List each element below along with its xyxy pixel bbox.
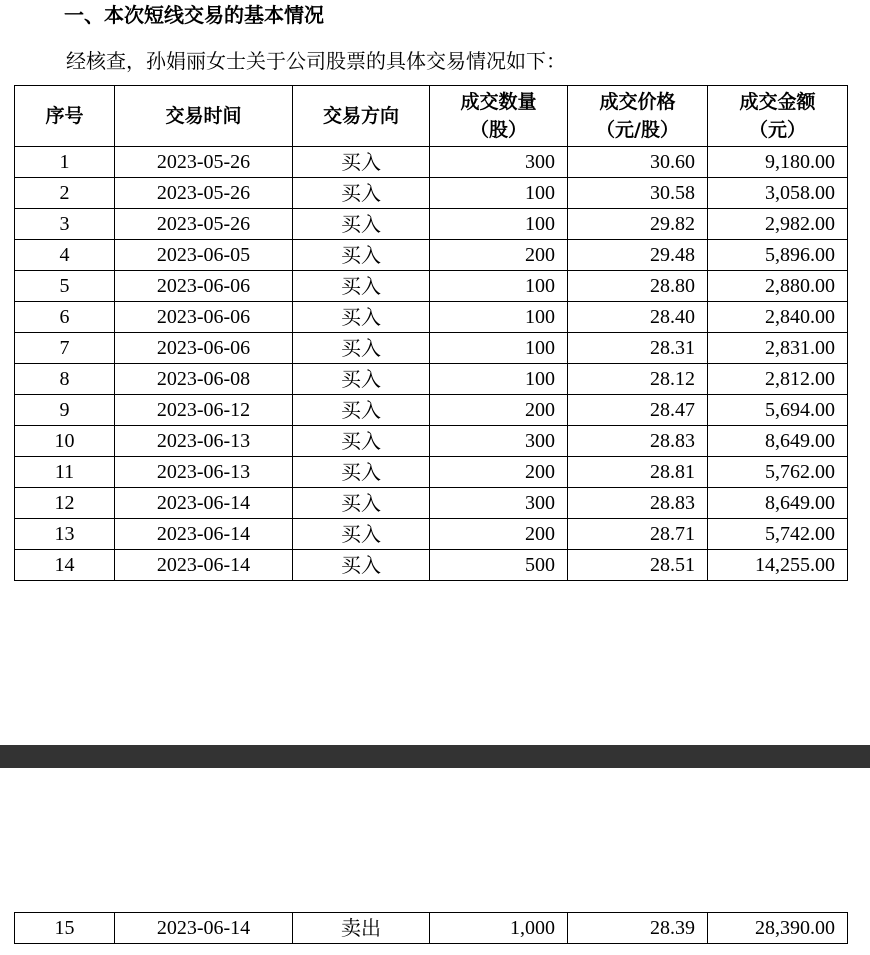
cell-date: 2023-06-08 [115, 364, 293, 395]
header-seq: 序号 [15, 86, 115, 147]
cell-direction: 买入 [293, 240, 430, 271]
cell-date: 2023-06-14 [115, 550, 293, 581]
cell-amount: 5,742.00 [708, 519, 848, 550]
cell-quantity: 200 [430, 395, 568, 426]
cell-amount: 8,649.00 [708, 488, 848, 519]
cell-price: 28.80 [568, 271, 708, 302]
cell-quantity: 200 [430, 519, 568, 550]
cell-price: 28.31 [568, 333, 708, 364]
cell-quantity: 200 [430, 457, 568, 488]
cell-amount: 5,762.00 [708, 457, 848, 488]
table-row [15, 240, 848, 271]
cell-price: 29.48 [568, 240, 708, 271]
cell-price: 28.81 [568, 457, 708, 488]
cell-seq: 10 [15, 426, 115, 457]
cell-direction: 买入 [293, 426, 430, 457]
cell-amount: 3,058.00 [708, 178, 848, 209]
cell-direction: 买入 [293, 178, 430, 209]
cell-quantity: 100 [430, 178, 568, 209]
table-row [15, 488, 848, 519]
table-row [15, 426, 848, 457]
cell-date: 2023-06-13 [115, 426, 293, 457]
cell-quantity: 100 [430, 271, 568, 302]
cell-price: 30.60 [568, 147, 708, 178]
page-break-band [0, 745, 870, 768]
cell-seq: 6 [15, 302, 115, 333]
table-row [15, 271, 848, 302]
cell-amount: 2,840.00 [708, 302, 848, 333]
cell-direction: 买入 [293, 395, 430, 426]
cell-direction: 买入 [293, 302, 430, 333]
cell-direction: 买入 [293, 333, 430, 364]
trade-table-continued [14, 912, 848, 944]
cell-direction: 买入 [293, 209, 430, 240]
cell-amount: 2,831.00 [708, 333, 848, 364]
cell-amount: 28,390.00 [708, 913, 848, 944]
table-header-row [15, 86, 848, 147]
cell-seq: 9 [15, 395, 115, 426]
cell-price: 28.71 [568, 519, 708, 550]
cell-seq: 8 [15, 364, 115, 395]
cell-date: 2023-06-05 [115, 240, 293, 271]
cell-amount: 8,649.00 [708, 426, 848, 457]
cell-price: 28.40 [568, 302, 708, 333]
cell-quantity: 100 [430, 209, 568, 240]
cell-seq: 2 [15, 178, 115, 209]
cell-date: 2023-06-12 [115, 395, 293, 426]
cell-amount: 5,896.00 [708, 240, 848, 271]
cell-direction: 买入 [293, 550, 430, 581]
cell-amount: 2,812.00 [708, 364, 848, 395]
table-row [15, 147, 848, 178]
cell-date: 2023-06-06 [115, 302, 293, 333]
cell-price: 28.39 [568, 913, 708, 944]
cell-price: 29.82 [568, 209, 708, 240]
header-amount: 成交金额 （元） [708, 86, 848, 147]
cell-seq: 15 [15, 913, 115, 944]
cell-quantity: 300 [430, 147, 568, 178]
cell-price: 28.83 [568, 426, 708, 457]
cell-seq: 11 [15, 457, 115, 488]
cell-quantity: 100 [430, 364, 568, 395]
cell-seq: 4 [15, 240, 115, 271]
cell-seq: 14 [15, 550, 115, 581]
table-row [15, 457, 848, 488]
cell-direction: 买入 [293, 457, 430, 488]
cell-price: 28.12 [568, 364, 708, 395]
table-row [15, 913, 848, 944]
cell-seq: 13 [15, 519, 115, 550]
trade-table [14, 85, 848, 581]
cell-price: 30.58 [568, 178, 708, 209]
cell-price: 28.83 [568, 488, 708, 519]
intro-paragraph: 经核查，孙娟丽女士关于公司股票的具体交易情况如下： [66, 49, 566, 73]
header-time: 交易时间 [115, 86, 293, 147]
cell-quantity: 300 [430, 426, 568, 457]
cell-amount: 14,255.00 [708, 550, 848, 581]
cell-amount: 2,982.00 [708, 209, 848, 240]
cell-amount: 5,694.00 [708, 395, 848, 426]
table-row [15, 178, 848, 209]
cell-date: 2023-05-26 [115, 147, 293, 178]
cell-date: 2023-06-14 [115, 488, 293, 519]
cell-quantity: 300 [430, 488, 568, 519]
cell-seq: 5 [15, 271, 115, 302]
cell-quantity: 200 [430, 240, 568, 271]
cell-date: 2023-06-14 [115, 913, 293, 944]
cell-direction: 买入 [293, 147, 430, 178]
header-quantity: 成交数量 （股） [430, 86, 568, 147]
cell-price: 28.51 [568, 550, 708, 581]
header-price: 成交价格 （元/股） [568, 86, 708, 147]
table-row [15, 519, 848, 550]
cell-direction: 买入 [293, 519, 430, 550]
cell-quantity: 1,000 [430, 913, 568, 944]
cell-seq: 1 [15, 147, 115, 178]
table-row [15, 209, 848, 240]
table-row [15, 550, 848, 581]
cell-quantity: 100 [430, 302, 568, 333]
cell-amount: 2,880.00 [708, 271, 848, 302]
cell-seq: 12 [15, 488, 115, 519]
cell-date: 2023-05-26 [115, 178, 293, 209]
cell-date: 2023-06-14 [115, 519, 293, 550]
section-heading: 一、本次短线交易的基本情况 [64, 3, 324, 27]
cell-direction: 买入 [293, 364, 430, 395]
cell-direction: 买入 [293, 488, 430, 519]
cell-quantity: 500 [430, 550, 568, 581]
cell-date: 2023-06-06 [115, 333, 293, 364]
cell-date: 2023-06-06 [115, 271, 293, 302]
table-row [15, 364, 848, 395]
table-row [15, 395, 848, 426]
cell-quantity: 100 [430, 333, 568, 364]
table-row [15, 302, 848, 333]
cell-seq: 7 [15, 333, 115, 364]
cell-price: 28.47 [568, 395, 708, 426]
cell-date: 2023-06-13 [115, 457, 293, 488]
header-direction: 交易方向 [293, 86, 430, 147]
cell-amount: 9,180.00 [708, 147, 848, 178]
cell-seq: 3 [15, 209, 115, 240]
table-row [15, 333, 848, 364]
cell-direction: 买入 [293, 271, 430, 302]
cell-direction: 卖出 [293, 913, 430, 944]
cell-date: 2023-05-26 [115, 209, 293, 240]
